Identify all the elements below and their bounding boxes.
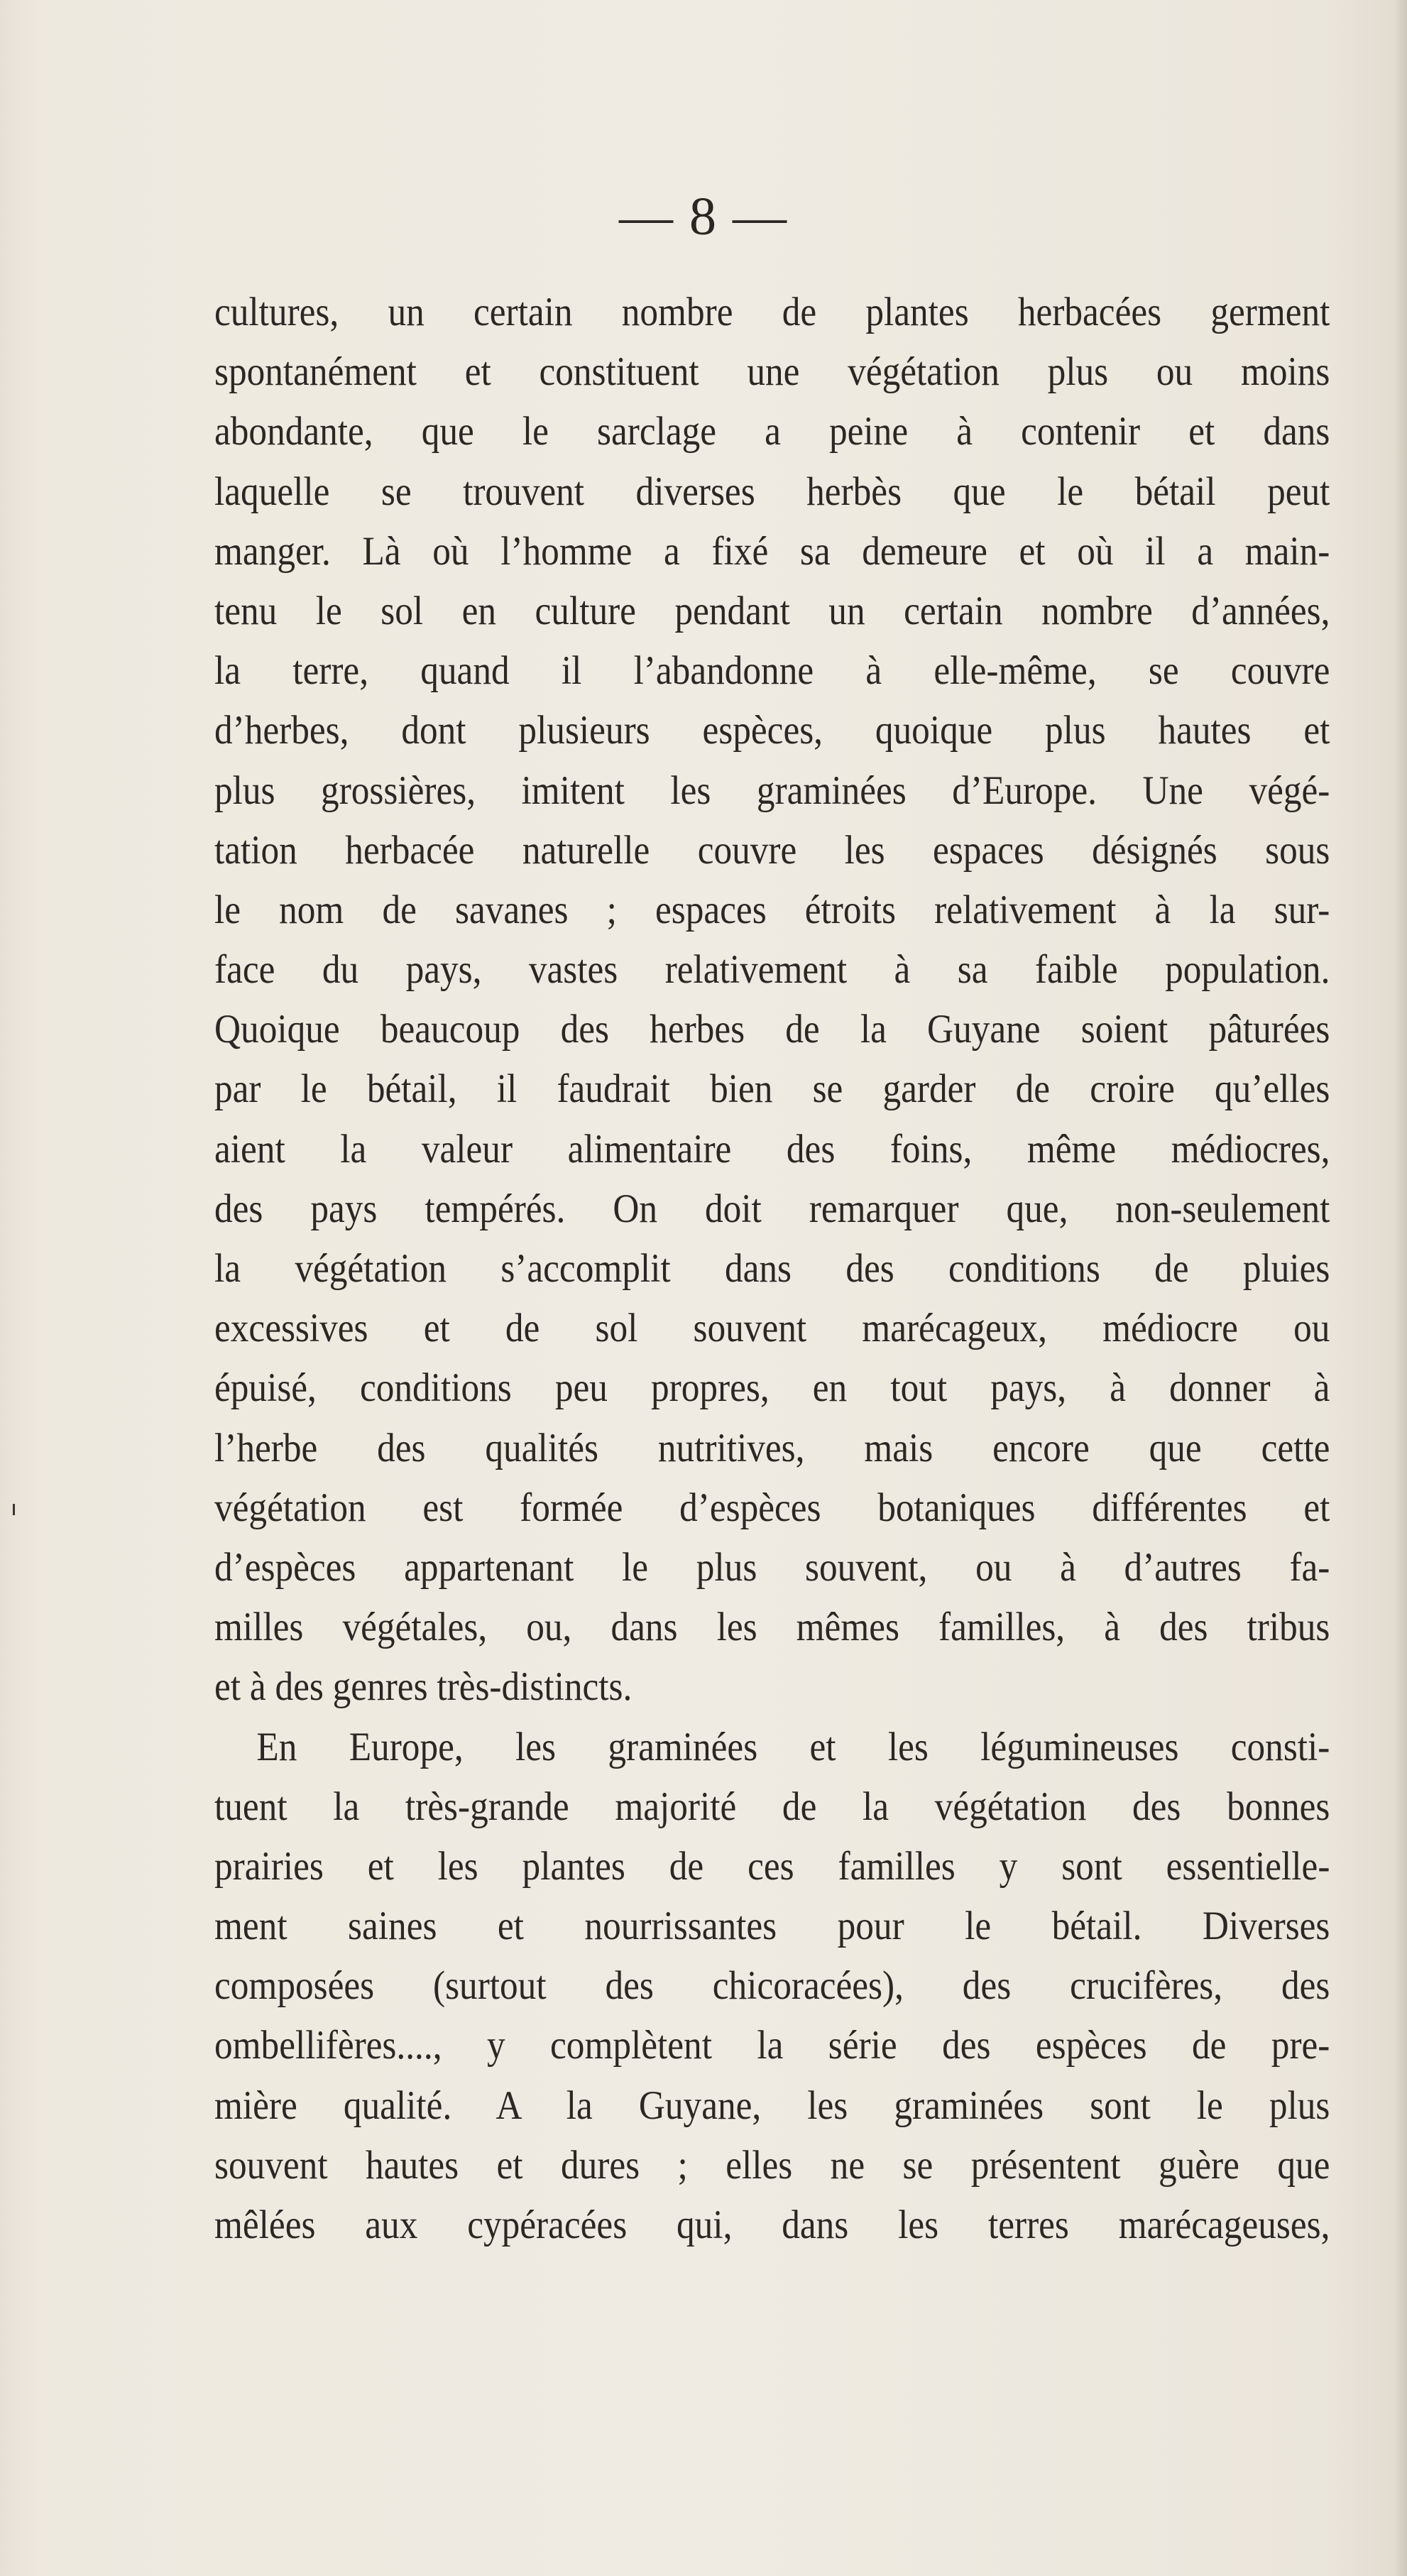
text-line: tenu le sol en culture pendant un certain nombre d’années,	[214, 588, 1330, 633]
paragraph-1	[214, 283, 1330, 1718]
text-line: d’herbes, dont plusieurs espèces, quoique plus hautes et	[214, 708, 1330, 753]
text-line: cultures, un certain nombre de plantes herbacées germent	[214, 290, 1330, 334]
text-line: la végétation s’accomplit dans des conditions de pluies	[214, 1246, 1330, 1291]
text-line: végétation est formée d’espèces botaniques différentes et	[214, 1485, 1330, 1530]
text-line: face du pays, vastes relativement à sa faible population.	[214, 947, 1330, 993]
text-line: d’espèces appartenant le plus souvent, ou à d’autres fa-	[214, 1544, 1330, 1590]
paragraph-2	[214, 1718, 1330, 2256]
text-line: composées (surtout des chicoracées), des crucifères, des	[214, 1963, 1330, 2009]
text-line: abondante, que le sarclage a peine à contenir et dans	[214, 409, 1330, 454]
text-line: En Europe, les graminées et les légumineuses consti-	[256, 1724, 1330, 1769]
text-line: mière qualité. A la Guyane, les graminées sont le plus	[214, 2083, 1330, 2128]
text-line: mêlées aux cypéracées qui, dans les terres marécageuses,	[214, 2203, 1330, 2247]
text-line: prairies et les plantes de ces familles y sont essentielle-	[214, 1843, 1330, 1889]
body-text	[214, 283, 1330, 2255]
text-line: épuisé, conditions peu propres, en tout pays, à donner à	[214, 1365, 1330, 1411]
text-line: ombellifères...., y complètent la série des espèces de pre-	[214, 2023, 1330, 2068]
text-line: excessives et de sol souvent marécageux, médiocre ou	[214, 1306, 1330, 1351]
text-line: le nom de savanes ; espaces étroits relativement à la sur-	[214, 887, 1330, 932]
text-line: plus grossières, imitent les graminées d’Europe. Une végé-	[214, 768, 1330, 813]
page-number: — 8 —	[619, 187, 788, 246]
text-line: manger. Là où l’homme a fixé sa demeure et où il a main-	[214, 528, 1330, 574]
text-line: et à des genres très-distincts.	[214, 1664, 633, 1710]
text-line: l’herbe des qualités nutritives, mais encore que cette	[214, 1425, 1330, 1470]
ink-mark	[13, 1504, 15, 1515]
text-line: aient la valeur alimentaire des foins, même médiocres,	[214, 1126, 1330, 1172]
text-line: tation herbacée naturelle couvre les espaces désignés sous	[214, 827, 1330, 873]
text-line: tuent la très-grande majorité de la végétation des bonnes	[214, 1784, 1330, 1829]
text-line: laquelle se trouvent diverses herbès que le bétail peut	[214, 469, 1330, 514]
text-line: des pays tempérés. On doit remarquer que, non-seulement	[214, 1186, 1330, 1231]
page-edge-shadow	[1394, 0, 1407, 2576]
text-line: souvent hautes et dures ; elles ne se présentent guère que	[214, 2142, 1330, 2188]
text-line: la terre, quand il l’abandonne à elle-même, se couvre	[214, 648, 1330, 694]
text-line: spontanément et constituent une végétation plus ou moins	[214, 349, 1330, 395]
text-line: ment saines et nourrissantes pour le bétail. Diverses	[214, 1904, 1330, 1949]
text-line: par le bétail, il faudrait bien se garder de croire qu’elles	[214, 1066, 1330, 1112]
text-line: milles végétales, ou, dans les mêmes familles, à des tribus	[214, 1605, 1330, 1650]
text-line: Quoique beaucoup des herbes de la Guyane soient pâturées	[214, 1007, 1330, 1052]
